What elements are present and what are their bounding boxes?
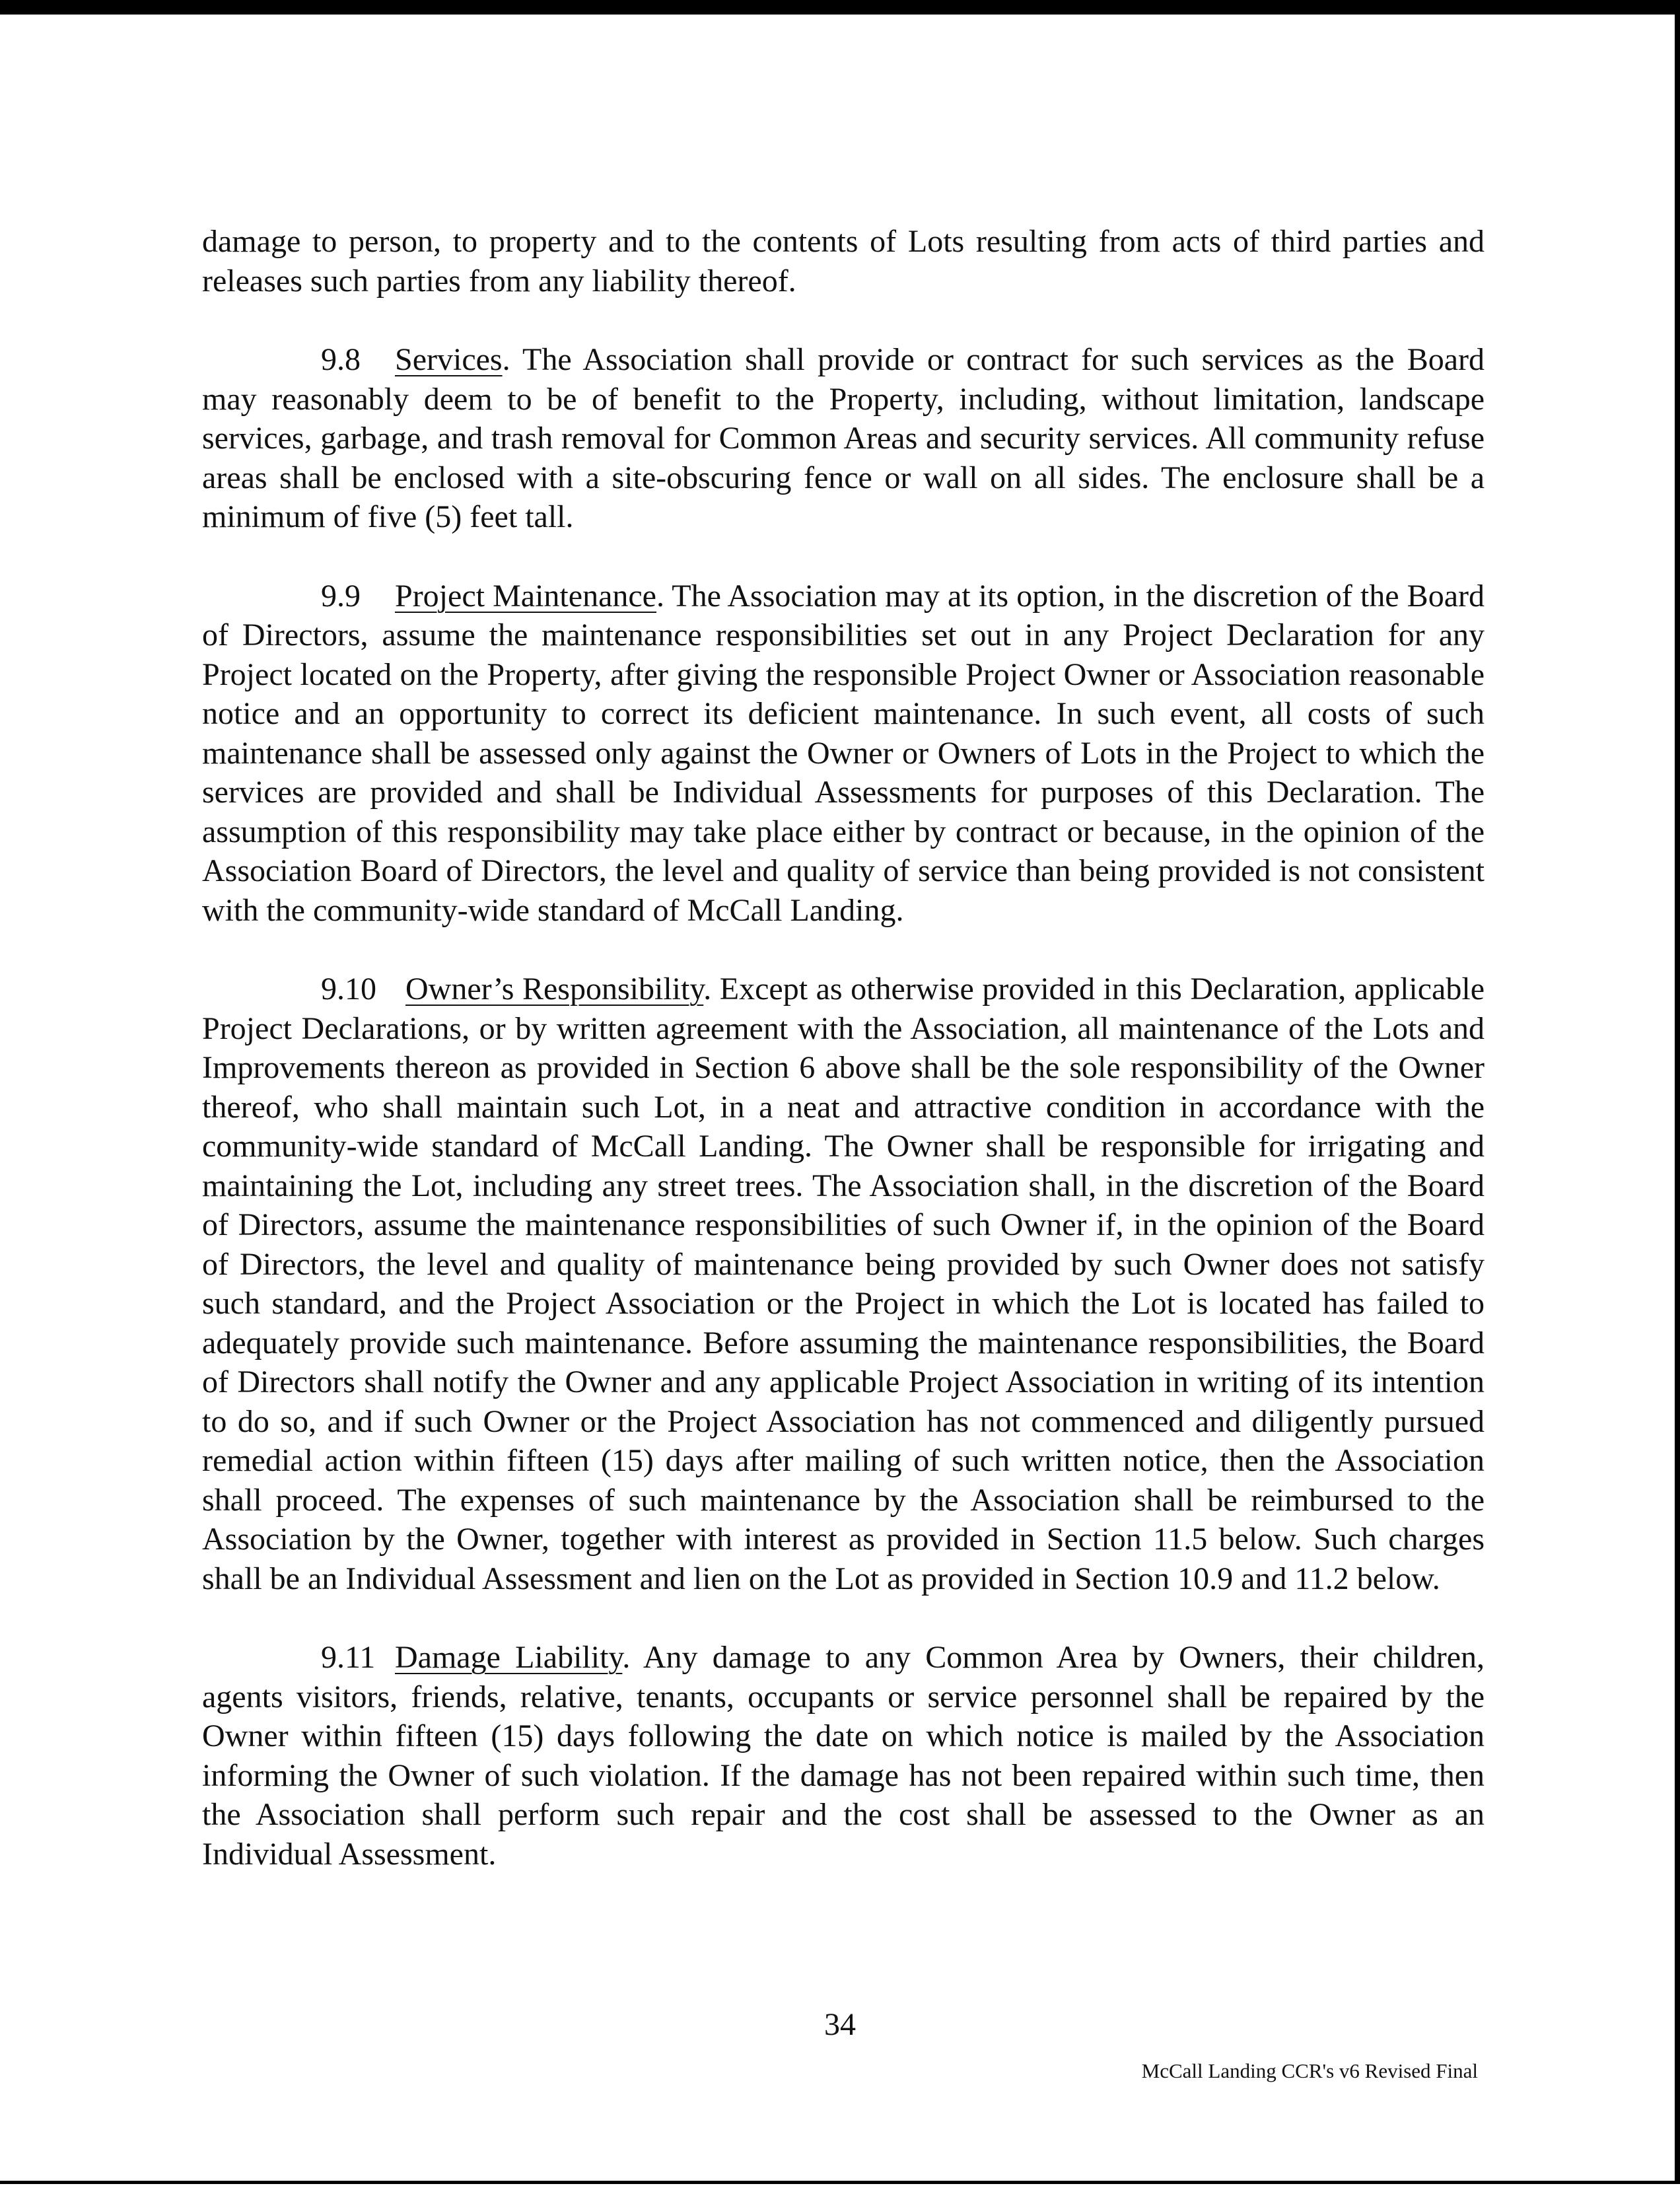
section-9-8 — [202, 340, 1485, 537]
scan-border-right — [1675, 0, 1680, 2184]
section-body: . The Association may at its option, in the discretion of the Board of Directors, assume the maintenance responsibilities set out in any Project Declaration for any Project located on the Property, after giving the responsible Project Owner or Association reasonable notice and an opportunity to correct its deficient maintenance. In such event, all costs of such maintenance shall be assessed only against the Owner or Owners of Lots in the Project to which the services are provided and shall be Individual Assessments for purposes of this Declaration. The assumption of this responsibility may take place either by contract or because, in the opinion of the Association Board of Directors, the level and quality of service than being provided is not consistent with the community-wide standard of McCall Landing. — [202, 578, 1485, 928]
section-body: . The Association shall provide or contract for such services as the Board may reasonably deem to be of benefit to the Property, including, without limitation, landscape services, garbage, and trash removal for Common Areas and security services. All community refuse areas shall be enclosed with a site-obscuring fence or wall on all sides. The enclosure shall be a minimum of five (5) feet tall. — [202, 342, 1485, 534]
document-body — [202, 222, 1485, 1913]
section-body: . Any damage to any Common Area by Owners, their children, agents visitors, friends, relative, tenants, occupants or service personnel shall be repaired by the Owner within fifteen (15) days following the date on which notice is mailed by the Association informing the Owner of such violation. If the damage has not been repaired within such time, then the Association shall perform such repair and the cost shall be assessed to the Owner as an Individual Assessment. — [202, 1640, 1485, 1872]
section-9-10 — [202, 970, 1485, 1598]
scan-border-top — [0, 0, 1680, 15]
scan-border-bottom — [0, 2181, 1680, 2184]
section-number: 9.9 — [321, 578, 361, 614]
section-heading: Damage Liability — [395, 1640, 623, 1675]
continuation-paragraph — [202, 222, 1485, 300]
section-heading: Project Maintenance — [395, 578, 656, 614]
continuation-text: damage to person, to property and to the contents of Lots resulting from acts of third parties and releases such parties from any liability thereof. — [202, 224, 1485, 299]
section-number: 9.10 — [321, 971, 376, 1006]
section-heading: Services — [395, 342, 503, 377]
section-body: . Except as otherwise provided in this Declaration, applicable Project Declarations, or by written agreement with the Association, all maintenance of the Lots and Improvements thereon as provided in Section 6 above shall be the sole responsibility of the Owner thereof, who shall maintain such Lot, in a neat and attractive condition in accordance with the community-wide standard of McCall Landing. The Owner shall be responsible for irrigating and maintaining the Lot, including any street trees. The Association shall, in the discretion of the Board of Directors, assume the maintenance responsibilities of such Owner if, in the opinion of the Board of Directors, the level and quality of maintenance being provided by such Owner does not satisfy such standard, and the Project Association or the Project in which the Lot is located has failed to adequately provide such maintenance. Before assuming the maintenance responsibilities, the Board of Directors shall notify the Owner and any applicable Project Association in writing of its intention to do so, and if such Owner or the Project Association has not commenced and diligently pursued remedial action within fifteen (15) days after mailing of such written notice, then the Association shall proceed. The expenses of such maintenance by the Association shall be reimbursed to the Association by the Owner, together with interest as provided in Section 11.5 below. Such charges shall be an Individual Assessment and lien on the Lot as provided in Section 10.9 and 11.2 below. — [202, 971, 1485, 1596]
section-number: 9.11 — [321, 1640, 376, 1675]
section-number: 9.8 — [321, 342, 361, 377]
section-9-11 — [202, 1638, 1485, 1874]
page-number: 34 — [824, 2007, 856, 2042]
section-9-9 — [202, 577, 1485, 931]
section-heading: Owner’s Responsibility — [405, 971, 704, 1006]
footer-document-label: McCall Landing CCR's v6 Revised Final — [1141, 2059, 1478, 2082]
